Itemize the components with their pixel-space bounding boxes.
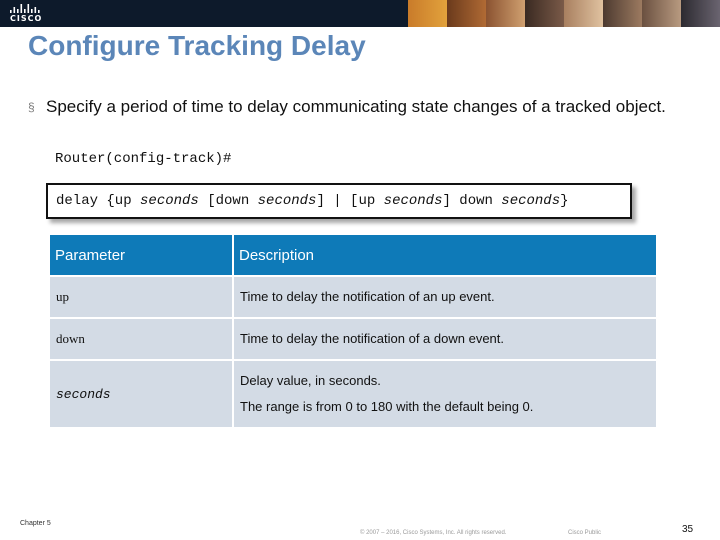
cisco-wordmark: CISCO [10,14,43,23]
parameter-cell [50,319,232,359]
command-keyword: delay {up [56,193,141,209]
command-argument: seconds [383,193,443,209]
command-keyword: } [560,193,569,209]
parameter-name: down [56,331,85,346]
description-cell [234,277,656,317]
description-text: The range is from 0 to 180 with the default being 0. [240,399,534,414]
parameter-name: seconds [56,387,111,402]
table-row [50,319,656,359]
bullet-icon: § [28,100,35,114]
table-header-row [50,235,656,275]
table-row [50,277,656,317]
cisco-logo [8,4,44,23]
command-argument: seconds [501,193,561,209]
header-bar [0,0,720,27]
command-syntax-box [46,183,632,219]
description-text: Delay value, in seconds. [240,373,381,388]
command-keyword: ] down [442,193,502,209]
description-cell [234,361,656,427]
footer-copyright: © 2007 – 2016, Cisco Systems, Inc. All rights reserved. [360,530,507,536]
footer-classification: Cisco Public [568,530,602,536]
command-keyword: [down [198,193,258,209]
parameter-cell [50,361,232,427]
command-keyword: ] | [up [316,193,384,209]
bullet-text: Specify a period of time to delay communicating state changes of a tracked object. [46,97,666,116]
header-parameter: Parameter [50,235,232,275]
cisco-bars-icon [10,4,42,14]
bullet-point [28,95,668,119]
command-argument: seconds [140,193,199,209]
parameter-table [48,233,658,429]
parameter-cell [50,277,232,317]
page-title: Configure Tracking Delay [28,30,366,61]
description-text: Time to delay the notification of an up event. [240,289,495,304]
description-text: Time to delay the notification of a down event. [240,331,505,346]
router-prompt: Router(config-track)# [55,151,232,167]
description-cell [234,319,656,359]
header-description: Description [234,235,656,275]
command-argument: seconds [257,193,317,209]
command-syntax [56,193,569,209]
table-body [50,277,656,427]
footer-chapter: Chapter 5 [20,520,51,527]
table-row [50,361,656,427]
page-number: 35 [682,524,694,535]
header-photo-strip [408,0,720,27]
parameter-name: up [56,289,69,304]
